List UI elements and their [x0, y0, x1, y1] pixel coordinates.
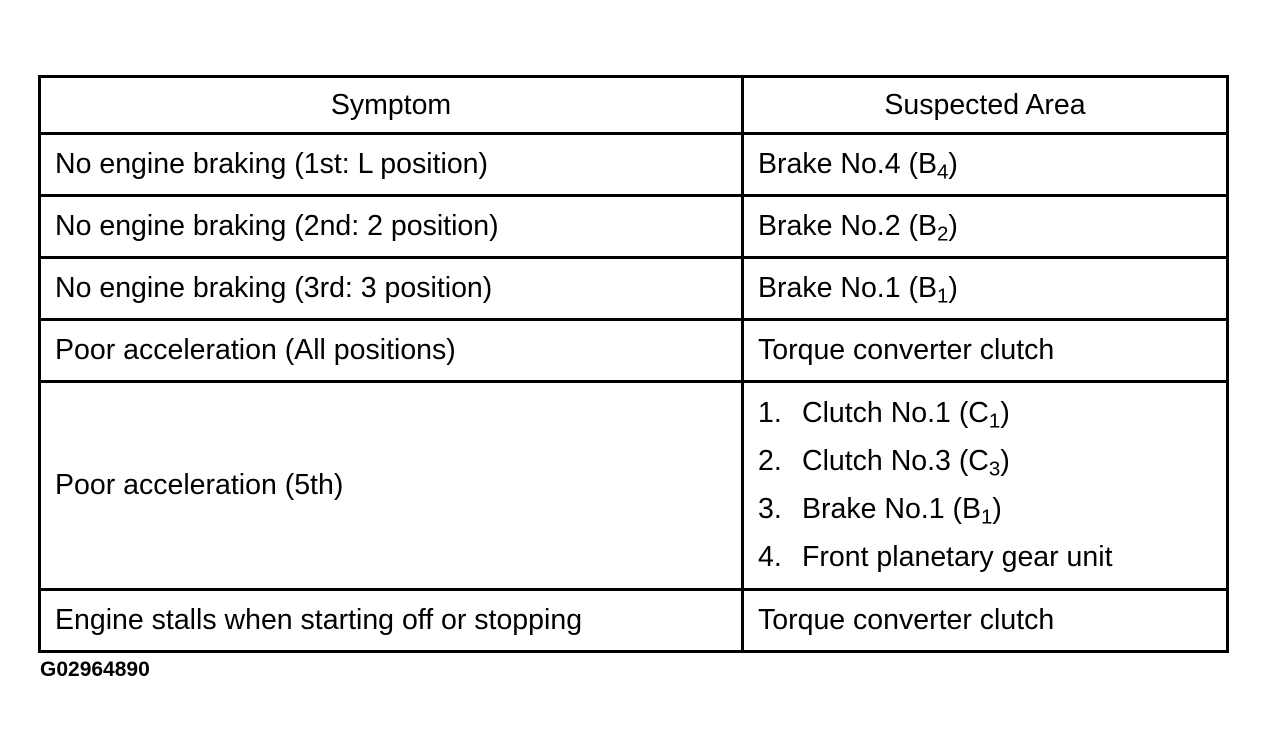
suspected-area-list [758, 390, 1212, 582]
area-close: ) [948, 148, 958, 181]
area-text: Brake No.1 (B [758, 272, 937, 305]
header-row [40, 77, 1228, 134]
symptom-cell: Engine stalls when starting off or stopping [40, 590, 743, 652]
list-item-text: Brake No.1 (B [802, 493, 981, 526]
suspected-area-cell: Torque converter clutch [743, 590, 1228, 652]
list-item-number: 2. [758, 445, 782, 478]
figure-code: G02964890 [40, 658, 150, 681]
area-subscript: 2 [937, 223, 949, 247]
table-row [40, 382, 1228, 590]
area-close: ) [948, 272, 958, 305]
table-row [40, 196, 1228, 258]
area-text: Brake No.2 (B [758, 210, 937, 243]
suspected-area-cell [743, 134, 1228, 196]
symptom-cell: No engine braking (3rd: 3 position) [40, 258, 743, 320]
table-row [40, 134, 1228, 196]
list-item [758, 486, 1212, 534]
header-suspected-area: Suspected Area [743, 77, 1228, 134]
symptom-cell: No engine braking (1st: L position) [40, 134, 743, 196]
header-symptom: Symptom [40, 77, 743, 134]
diagnosis-table [38, 75, 1229, 653]
list-item-text: Front planetary gear unit [802, 541, 1113, 574]
list-item-subscript: 3 [988, 458, 1001, 482]
area-subscript: 4 [937, 161, 949, 185]
list-item-text: Clutch No.3 (C [802, 445, 989, 478]
symptom-cell: No engine braking (2nd: 2 position) [40, 196, 743, 258]
list-item-number: 3. [758, 493, 782, 526]
area-subscript: 1 [937, 285, 949, 309]
list-item-number: 4. [758, 541, 782, 574]
list-item [758, 534, 1212, 582]
symptom-cell: Poor acceleration (All positions) [40, 320, 743, 382]
list-item [758, 390, 1212, 438]
suspected-area-cell [743, 258, 1228, 320]
area-close: ) [948, 210, 958, 243]
list-item-close: ) [992, 493, 1002, 526]
list-item [758, 438, 1212, 486]
area-text: Brake No.4 (B [758, 148, 937, 181]
symptom-cell: Poor acceleration (5th) [40, 382, 743, 590]
list-item-close: ) [1000, 397, 1010, 430]
list-item-close: ) [1000, 445, 1010, 478]
suspected-area-cell [743, 382, 1228, 590]
table-row [40, 590, 1228, 652]
suspected-area-cell [743, 196, 1228, 258]
table-row [40, 258, 1228, 320]
suspected-area-cell: Torque converter clutch [743, 320, 1228, 382]
list-item-subscript: 1 [988, 410, 1001, 434]
list-item-text: Clutch No.1 (C [802, 397, 989, 430]
list-item-number: 1. [758, 397, 782, 430]
list-item-subscript: 1 [981, 506, 993, 530]
table-row [40, 320, 1228, 382]
